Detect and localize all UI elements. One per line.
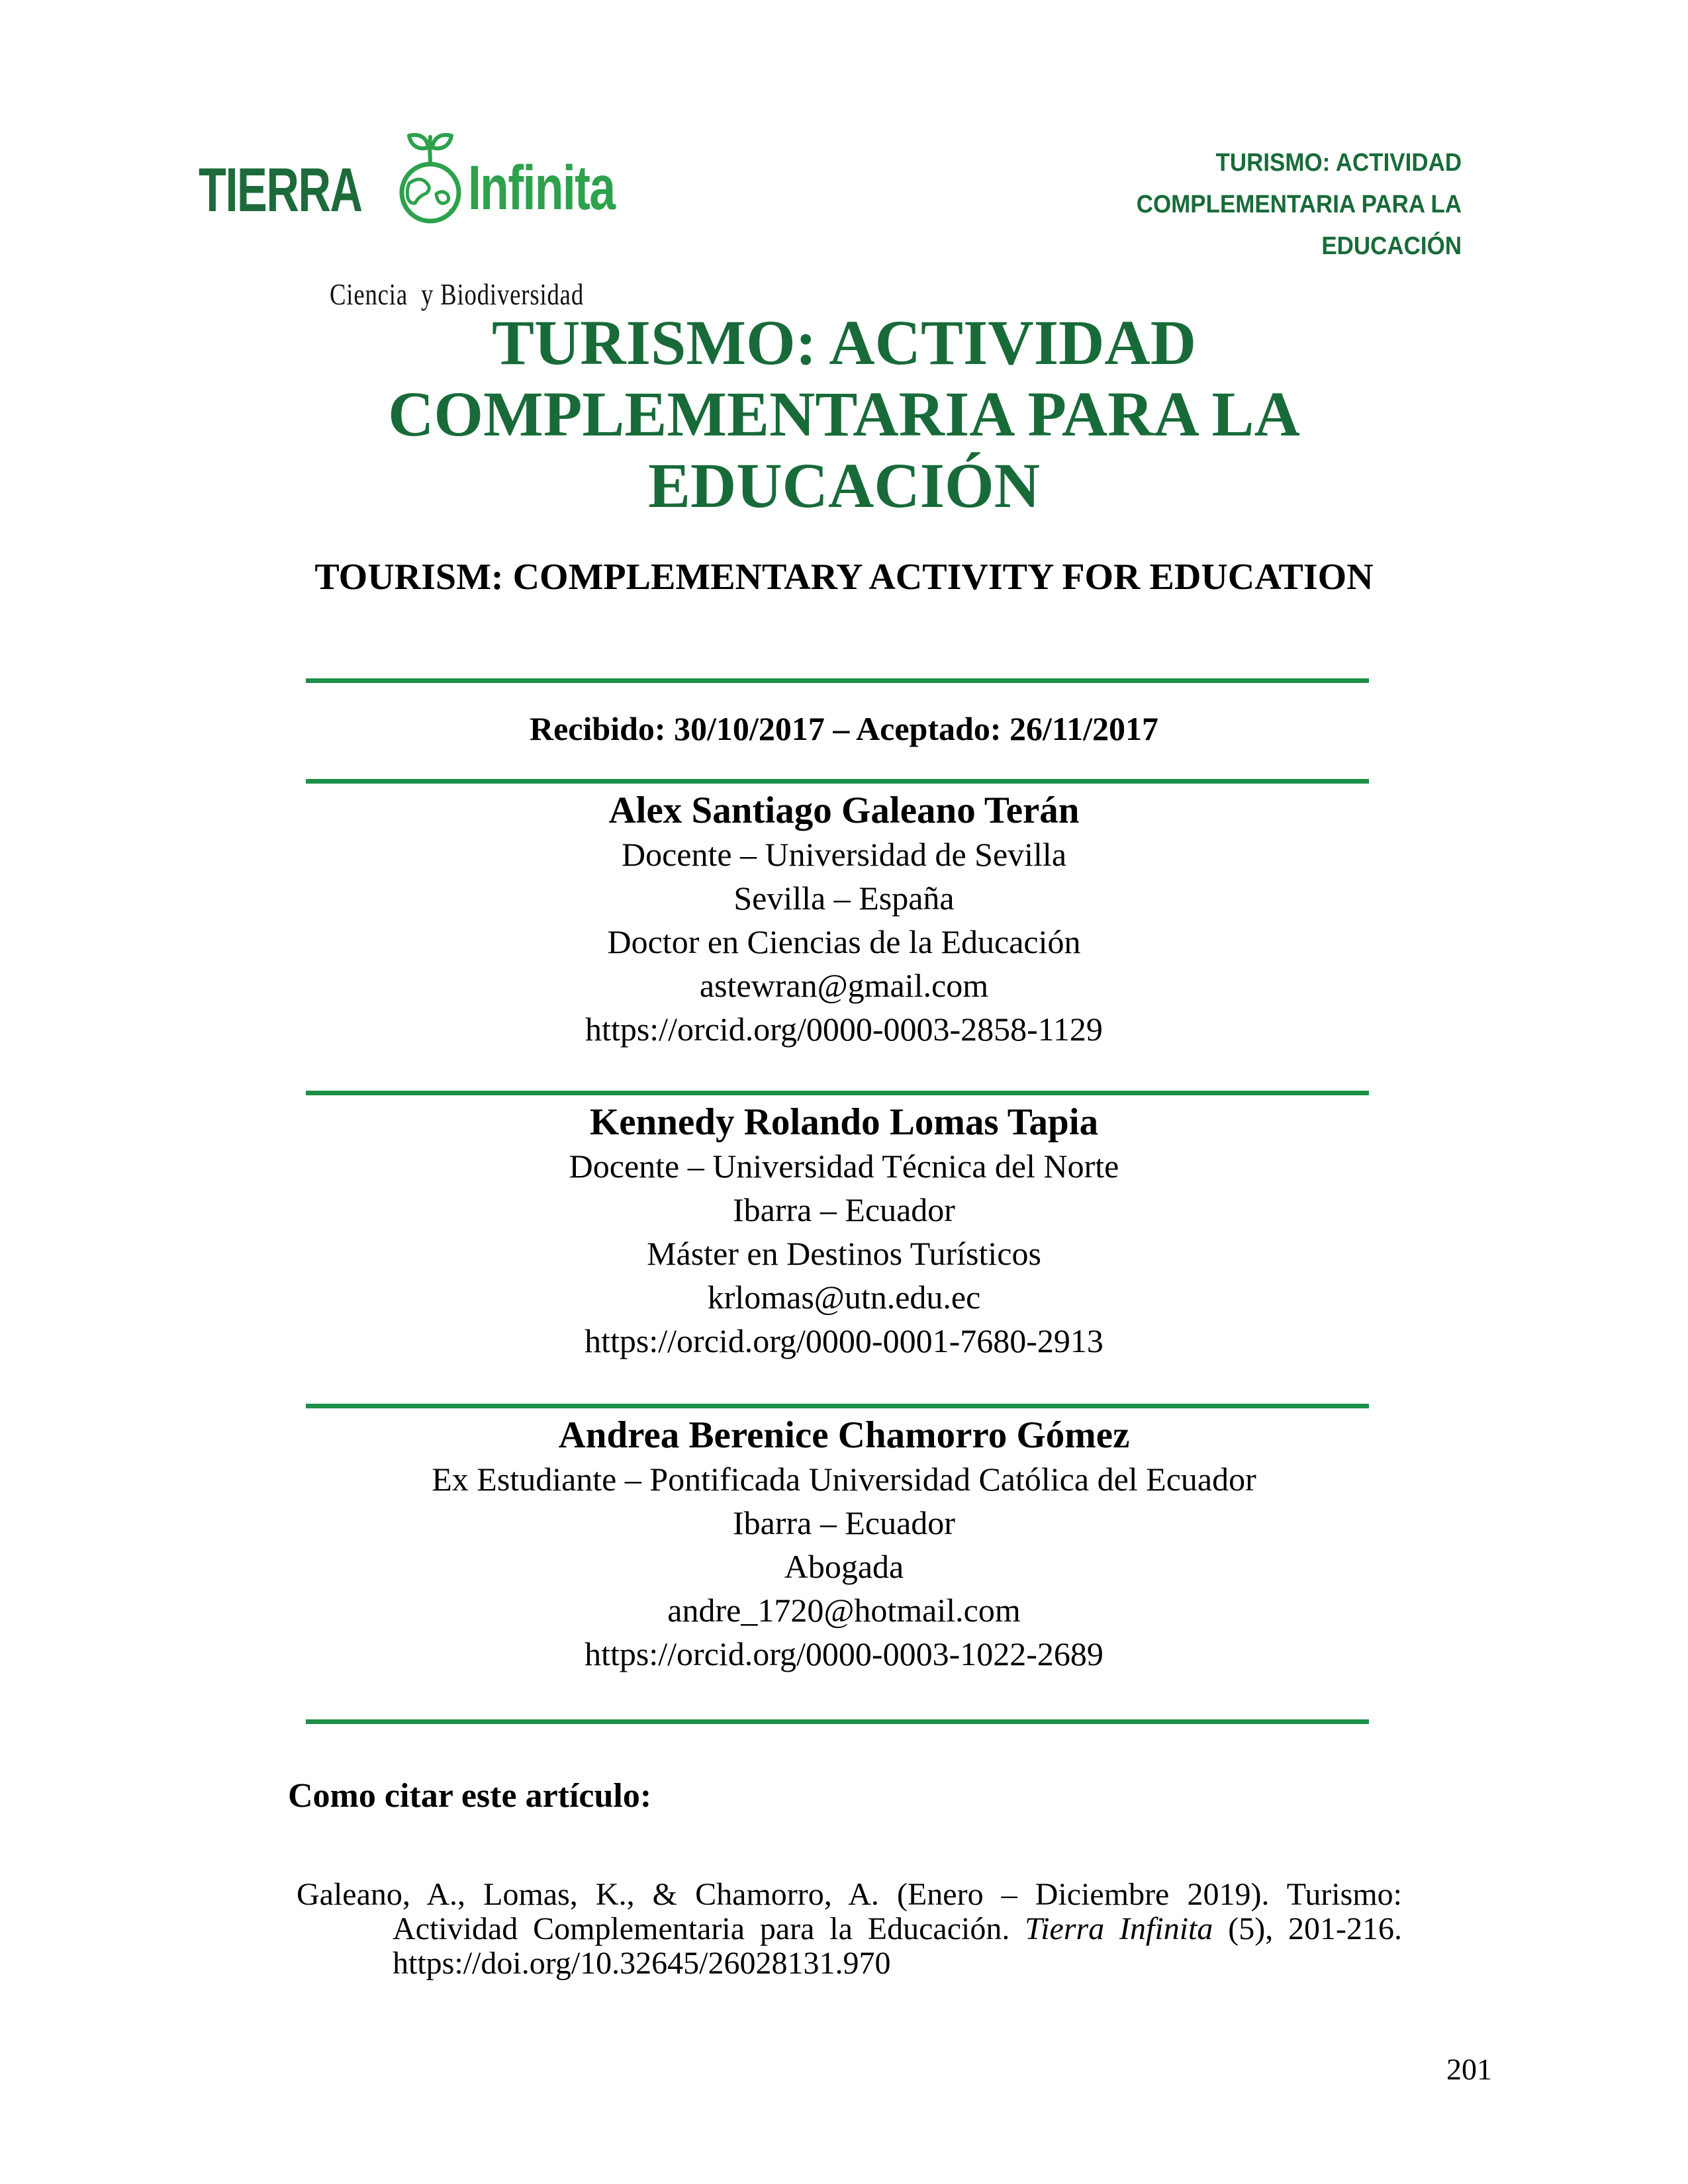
article-title-english: TOURISM: COMPLEMENTARY ACTIVITY FOR EDUCATION: [314, 557, 1374, 598]
author-location: Ibarra – Ecuador: [733, 1191, 955, 1228]
divider-rule: [306, 779, 1369, 784]
received-accepted-dates: Recibido: 30/10/2017 – Aceptado: 26/11/2017: [530, 710, 1158, 747]
author-orcid-link[interactable]: https://orcid.org/0000-0003-2858-1129: [585, 1011, 1103, 1048]
author-orcid-link[interactable]: https://orcid.org/0000-0003-1022-2689: [585, 1635, 1103, 1672]
author-block: [0, 1101, 1688, 1363]
running-head-line: TURISMO: ACTIVIDAD: [1215, 149, 1462, 177]
logo-word-tierra: TIERRA: [199, 155, 362, 224]
divider-rule: [306, 1404, 1369, 1408]
citation-part1: Galeano, A., Lomas, K., & Chamorro, A. (Enero – Diciembre 2019). Turismo: Actividad Complementaria para la Educación.: [297, 1877, 1402, 1946]
author-email[interactable]: andre_1720@hotmail.com: [667, 1592, 1021, 1629]
globe-sprout-icon: [389, 128, 472, 229]
citation-text: [297, 1878, 1402, 1981]
author-role: Docente – Universidad de Sevilla: [621, 836, 1067, 873]
citation-heading: Como citar este artículo:: [288, 1777, 652, 1815]
author-location: Ibarra – Ecuador: [733, 1504, 955, 1541]
running-head-line: EDUCACIÓN: [1321, 232, 1462, 260]
author-block: [0, 789, 1688, 1051]
author-degree: Abogada: [784, 1548, 904, 1585]
author-role: Ex Estudiante – Pontificada Universidad Católica del Ecuador: [432, 1461, 1256, 1498]
logo-word-infinita: Infinita: [468, 153, 615, 223]
page-number: 201: [1446, 2052, 1492, 2086]
author-email[interactable]: krlomas@utn.edu.ec: [707, 1279, 981, 1316]
citation-part2-doi-link[interactable]: (5), 201-216. https://doi.org/10.32645/26028131.970: [393, 1911, 1403, 1981]
divider-rule: [306, 1719, 1369, 1724]
article-title-line: TURISMO: ACTIVIDAD: [491, 307, 1197, 378]
running-head: [1137, 142, 1462, 267]
citation-journal-name: Tierra Infinita: [1025, 1911, 1213, 1946]
author-email[interactable]: astewran@gmail.com: [699, 967, 989, 1004]
author-name: Kennedy Rolando Lomas Tapia: [589, 1101, 1099, 1143]
running-head-line: COMPLEMENTARIA PARA LA: [1136, 191, 1462, 218]
article-title: [0, 307, 1688, 522]
article-title-line: EDUCACIÓN: [647, 450, 1041, 521]
author-degree: Máster en Destinos Turísticos: [647, 1235, 1041, 1272]
divider-rule: [306, 1091, 1369, 1095]
author-role: Docente – Universidad Técnica del Norte: [569, 1148, 1119, 1185]
author-block: [0, 1414, 1688, 1676]
author-degree: Doctor en Ciencias de la Educación: [607, 923, 1081, 960]
author-name: Alex Santiago Galeano Terán: [608, 790, 1080, 831]
author-name: Andrea Berenice Chamorro Gómez: [558, 1414, 1130, 1456]
article-title-line: COMPLEMENTARIA PARA LA: [388, 379, 1300, 449]
journal-logo: [199, 126, 702, 324]
logo-tagline: Ciencia y Biodiversidad: [329, 277, 585, 311]
divider-rule: [306, 678, 1369, 683]
author-location: Sevilla – España: [733, 880, 955, 917]
author-orcid-link[interactable]: https://orcid.org/0000-0001-7680-2913: [585, 1322, 1103, 1359]
